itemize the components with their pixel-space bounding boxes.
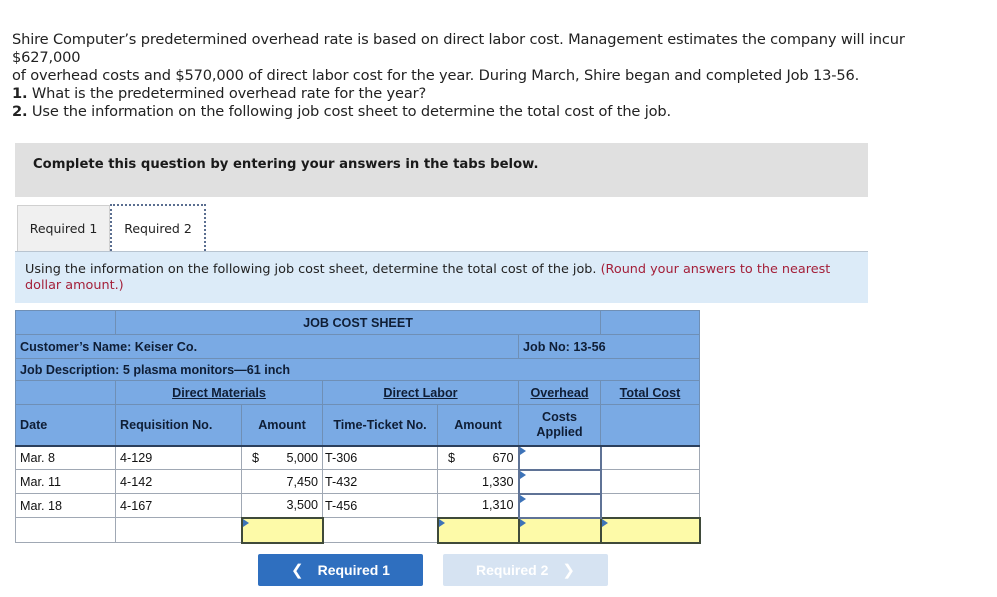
customer-row bbox=[16, 335, 700, 359]
blank-cell bbox=[601, 405, 700, 446]
overhead-applied-cell bbox=[519, 446, 601, 470]
question-2-text: Use the information on the following job cost sheet to determine the total cost of the job. bbox=[27, 103, 672, 120]
next-required-2-button[interactable] bbox=[443, 554, 608, 586]
dm-amount-cell bbox=[242, 451, 322, 465]
overhead-total-input[interactable] bbox=[520, 519, 600, 542]
question-1-text: What is the predetermined overhead rate for the year? bbox=[27, 85, 427, 102]
prev-required-1-button[interactable] bbox=[258, 554, 423, 586]
col-overhead-applied: Costs Applied bbox=[519, 405, 601, 446]
rounding-note: (Round your answers to the nearest dollar amount.) bbox=[25, 262, 831, 293]
overhead-applied-input-mar-11[interactable] bbox=[520, 471, 600, 493]
overhead-total-cell bbox=[519, 518, 601, 543]
dm-amount: 5,000 bbox=[286, 450, 318, 465]
table-row bbox=[16, 446, 700, 470]
banner-text: Complete this question by entering your answers in the tabs below. bbox=[33, 157, 539, 172]
overhead-applied-input-mar-18[interactable] bbox=[520, 495, 600, 517]
currency-symbol: $ bbox=[252, 450, 260, 465]
customer-name: Customer’s Name: Keiser Co. bbox=[16, 335, 519, 359]
job-number: Job No: 13-56 bbox=[519, 335, 700, 359]
table-row bbox=[16, 494, 700, 518]
dl-amount-cell bbox=[438, 475, 518, 489]
col-requisition-no: Requisition No. bbox=[116, 405, 242, 446]
instruction-text: Using the information on the following job cost sheet, determine the total cost of the job. bbox=[25, 262, 601, 277]
next-button-label: Required 2 bbox=[476, 562, 549, 578]
direct-labor-total-input[interactable] bbox=[439, 519, 518, 542]
job-cost-sheet-table bbox=[15, 310, 701, 544]
blank-cell bbox=[116, 518, 242, 543]
col-dl-amount: Amount bbox=[438, 405, 519, 446]
blank-cell bbox=[601, 446, 700, 470]
blank-cell bbox=[601, 311, 700, 335]
question-1-number: 1. bbox=[12, 85, 28, 102]
section-header-row bbox=[16, 381, 700, 405]
row-date: Mar. 8 bbox=[16, 446, 116, 470]
section-overhead: Overhead bbox=[530, 385, 589, 400]
tab-required-1[interactable]: Required 1 bbox=[17, 205, 110, 251]
job-description: Job Description: 5 plasma monitors—61 inch bbox=[16, 359, 700, 381]
total-cost-cell bbox=[601, 518, 700, 543]
dl-total-cell bbox=[438, 518, 519, 543]
row-requisition: 4-167 bbox=[116, 494, 242, 518]
title-row bbox=[16, 311, 700, 335]
problem-intro bbox=[12, 31, 972, 85]
blank-cell bbox=[16, 381, 116, 405]
row-date: Mar. 18 bbox=[16, 494, 116, 518]
description-row bbox=[16, 359, 700, 381]
instruction-panel bbox=[15, 252, 868, 303]
dl-amount-cell bbox=[438, 451, 518, 465]
row-ticket: T-456 bbox=[323, 494, 438, 518]
tab-bar bbox=[17, 204, 868, 251]
dm-amount-cell bbox=[242, 498, 322, 512]
overhead-applied-cell bbox=[519, 494, 601, 518]
blank-cell bbox=[601, 470, 700, 494]
row-ticket: T-306 bbox=[323, 446, 438, 470]
intro-line-1: Shire Computer’s predetermined overhead rate is based on direct labor cost. Management estimates the company will incur $627,000 bbox=[12, 31, 905, 66]
tab-required-2[interactable]: Required 2 bbox=[110, 204, 206, 251]
blank-cell bbox=[601, 494, 700, 518]
dm-amount: 3,500 bbox=[286, 498, 318, 513]
chevron-right-icon: ❯ bbox=[562, 562, 575, 579]
row-ticket: T-432 bbox=[323, 470, 438, 494]
dm-amount-cell bbox=[242, 475, 322, 489]
dm-amount: 7,450 bbox=[286, 474, 318, 489]
blank-cell bbox=[16, 311, 116, 335]
section-direct-labor: Direct Labor bbox=[383, 385, 458, 400]
col-time-ticket-no: Time-Ticket No. bbox=[323, 405, 438, 446]
row-requisition: 4-129 bbox=[116, 446, 242, 470]
question-1 bbox=[12, 85, 671, 103]
section-total-cost: Total Cost bbox=[619, 385, 681, 400]
dl-amount: 1,330 bbox=[481, 474, 514, 489]
question-2-number: 2. bbox=[12, 103, 28, 120]
total-cost-input[interactable] bbox=[602, 519, 699, 542]
dm-total-cell bbox=[242, 518, 323, 543]
intro-line-2: of overhead costs and $570,000 of direct labor cost for the year. During March, Shire began and completed Job 13-56. bbox=[12, 67, 860, 84]
row-requisition: 4-142 bbox=[116, 470, 242, 494]
overhead-applied-cell bbox=[519, 470, 601, 494]
overhead-applied-input-mar-8[interactable] bbox=[520, 447, 600, 469]
chevron-left-icon: ❮ bbox=[291, 562, 304, 579]
dl-amount: 670 bbox=[492, 450, 514, 465]
dl-amount: 1,310 bbox=[481, 498, 514, 513]
blank-cell bbox=[16, 518, 116, 543]
prev-button-label: Required 1 bbox=[317, 562, 390, 578]
totals-row bbox=[16, 518, 700, 543]
blank-cell bbox=[323, 518, 438, 543]
col-dm-amount: Amount bbox=[242, 405, 323, 446]
dl-amount-cell bbox=[438, 498, 518, 512]
table-row bbox=[16, 470, 700, 494]
section-direct-materials: Direct Materials bbox=[172, 385, 266, 400]
currency-symbol: $ bbox=[448, 450, 456, 465]
sheet-title: JOB COST SHEET bbox=[116, 311, 601, 335]
direct-materials-total-input[interactable] bbox=[243, 519, 322, 542]
column-header-row bbox=[16, 405, 700, 446]
row-date: Mar. 11 bbox=[16, 470, 116, 494]
question-list bbox=[12, 85, 671, 121]
question-2 bbox=[12, 103, 671, 121]
col-date: Date bbox=[16, 405, 116, 446]
instructions-banner bbox=[15, 143, 868, 197]
